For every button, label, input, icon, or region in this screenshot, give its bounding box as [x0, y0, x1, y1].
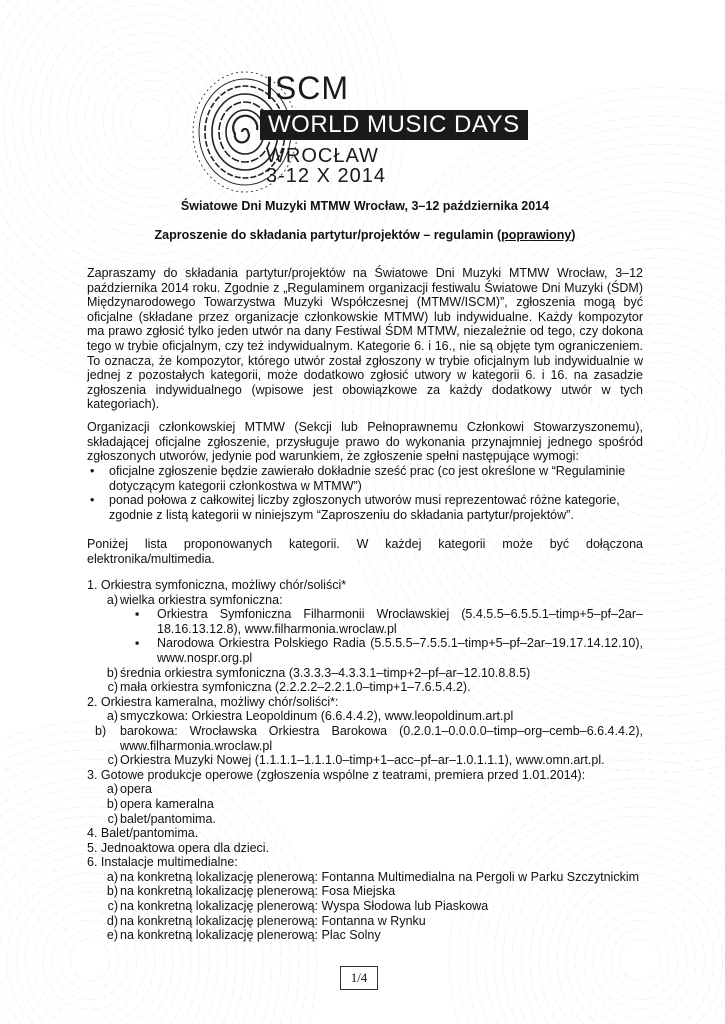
- logo-iscm-text: ISCM: [265, 70, 349, 106]
- list-item: a) smyczkowa: Orkiestra Leopoldinum (6.6.4.4.2), www.leopoldinum.art.pl: [106, 709, 514, 724]
- document-page: [87, 0, 643, 1024]
- list-item: c) Orkiestra Muzyki Nowej (1.1.1.1–1.1.1.0–timp+1–acc–pf–ar–1.0.1.1.1), www.omn.art.pl.: [107, 753, 605, 768]
- list-item: • ponad połowa z całkowitej liczby zgłoszonych utworów musi reprezentować różne kategorie, zgodnie z listą kategorii w niniejszym “Zaproszeniu do składania partytur/projektów”.: [90, 493, 620, 522]
- list-item: b) barokowa: Wrocławska Orkiestra Barokowa (0.2.0.1–0.0.0.0–timp–org–cemb–6.6.4.4.2), www.filharmonia.wroclaw.pl: [95, 723, 643, 753]
- subheading-main-text: Zaproszenie do składania partytur/projektów – regulamin (: [154, 228, 502, 242]
- categories-list: [87, 578, 643, 943]
- list-item: a) opera: [106, 782, 152, 797]
- logo-world-music-days-text: WORLD MUSIC DAYS: [260, 110, 528, 140]
- list-item: a) na konkretną lokalizację plenerową: Fontanna Multimedialna na Pergoli w Parku Szczytnickim: [106, 869, 640, 884]
- category-4: 4. Balet/pantomima.: [87, 826, 199, 841]
- bullet-icon: •: [90, 464, 95, 478]
- list-item: • oficjalne zgłoszenie będzie zawierało dokładnie sześć prac (co jest określone w “Regulaminie dotyczącym kategorii członkostwa w MTMW”): [90, 464, 626, 493]
- category-6: 6. Instalacje multimedialne:: [87, 855, 238, 870]
- festival-logo: [190, 66, 520, 196]
- paragraph-intro: Zapraszamy do składania partytur/projektów na Światowe Dni Muzyki MTMW Wrocław, 3–12 października 2014 roku. Zgodnie z „Regulaminem organizacji festiwalu Światowe Dni Muzyki (ŚDM) Międzynarodowego Towarzystwa Muzyki Współczesnej (MTMW/ISCM)”, zgłoszenia mogą być oficjalne (składane przez organizacje członkowskie MTMW) lub indywidualne. Każdy kompozytor ma prawo zgłosić tylko jeden utwór na dany Festiwal ŚDM MTMW, niezależnie od tego, czy dokona tego w trybie oficjalnym, czy też indywidualnym. Kategorie 6. i 16., nie są objęte tym ograniczeniem. To oznacza, że kompozytor, którego utwór został zgłoszony w trybie oficjalnym lub indywidualnie w jednej z pozostałych kategorii, może dodatkowo zgłosić utwory w kategorii 6. i 16. na zasadzie zgłoszenia indywidualnego (wpisowe jest obowiązkowe za każdy dodatkowy utwór w tych kategoriach).: [87, 266, 643, 412]
- background-ring: [640, 409, 680, 451]
- paragraph-membership: Organizacji członkowskiej MTMW (Sekcji lub Pełnoprawnemu Członkowi Stowarzyszonemu), składającej oficjalne zgłoszenie, przysługuje prawo do wykonania przynajmniej jednego spośród zgłoszonych utworów, jedynie pod warunkiem, że zgłoszenie spełni następujące wymogi:: [87, 420, 643, 464]
- paragraph-categories-intro: Poniżej lista proponowanych kategorii. W każdej kategorii może być dołączona elektronika/multimedia.: [87, 537, 643, 566]
- requirements-list: [87, 464, 643, 522]
- square-bullet-icon: ▪: [135, 636, 140, 651]
- list-item: c) mała orkiestra symfoniczna (2.2.2.2–2.2.1.0–timp+1–7.6.5.4.2).: [107, 680, 471, 695]
- list-item: b) średnia orkiestra symfoniczna (3.3.3.3–4.3.3.1–timp+2–pf–ar–12.10.8.8.5): [106, 665, 531, 680]
- page-number: 1/4: [340, 966, 378, 990]
- document-heading: Światowe Dni Muzyki MTMW Wrocław, 3–12 października 2014: [180, 199, 550, 213]
- category-1: 1. Orkiestra symfoniczna, możliwy chór/soliści*: [87, 578, 347, 592]
- list-item: c) balet/pantomima.: [107, 811, 216, 826]
- category-3: 3. Gotowe produkcje operowe (zgłoszenia wspólne z teatrami, premiera przed 1.01.2014):: [87, 767, 586, 782]
- logo-dates-text: 3-12 X 2014: [266, 165, 386, 187]
- category-2: 2. Orkiestra kameralna, możliwy chór/soliści*:: [87, 694, 339, 709]
- list-item: e) na konkretną lokalizację plenerową: Plac Solny: [106, 928, 381, 943]
- list-item: b) opera kameralna: [106, 796, 214, 811]
- list-item: a) wielka orkiestra symfoniczna:: [106, 592, 283, 607]
- list-item: b) na konkretną lokalizację plenerową: Fosa Miejska: [106, 884, 396, 899]
- document-subheading: [87, 228, 643, 242]
- square-bullet-icon: ▪: [135, 607, 140, 622]
- logo-city-text: WROCŁAW: [266, 145, 379, 167]
- list-item: c) na konkretną lokalizację plenerową: Wyspa Słodowa lub Piaskowa: [107, 899, 489, 914]
- subheading-revised-text: poprawiony: [501, 228, 572, 242]
- subheading-end-text: ): [571, 228, 576, 242]
- list-item: ▪ Orkiestra Symfoniczna Filharmonii Wrocławskiej (5.4.5.5–6.5.5.1–timp+5–pf–2ar–18.16.13.12.8), www.filharmonia.wroclaw.pl: [135, 607, 643, 636]
- category-5: 5. Jednoaktowa opera dla dzieci.: [87, 840, 270, 855]
- list-item: ▪ Narodowa Orkiestra Polskiego Radia (5.5.5.5–7.5.5.1–timp+5–pf–2ar–19.17.14.12.10), www.nospr.org.pl: [135, 636, 643, 665]
- list-item: d) na konkretną lokalizację plenerową: Fontanna w Rynku: [106, 913, 426, 928]
- bullet-icon: •: [90, 493, 95, 508]
